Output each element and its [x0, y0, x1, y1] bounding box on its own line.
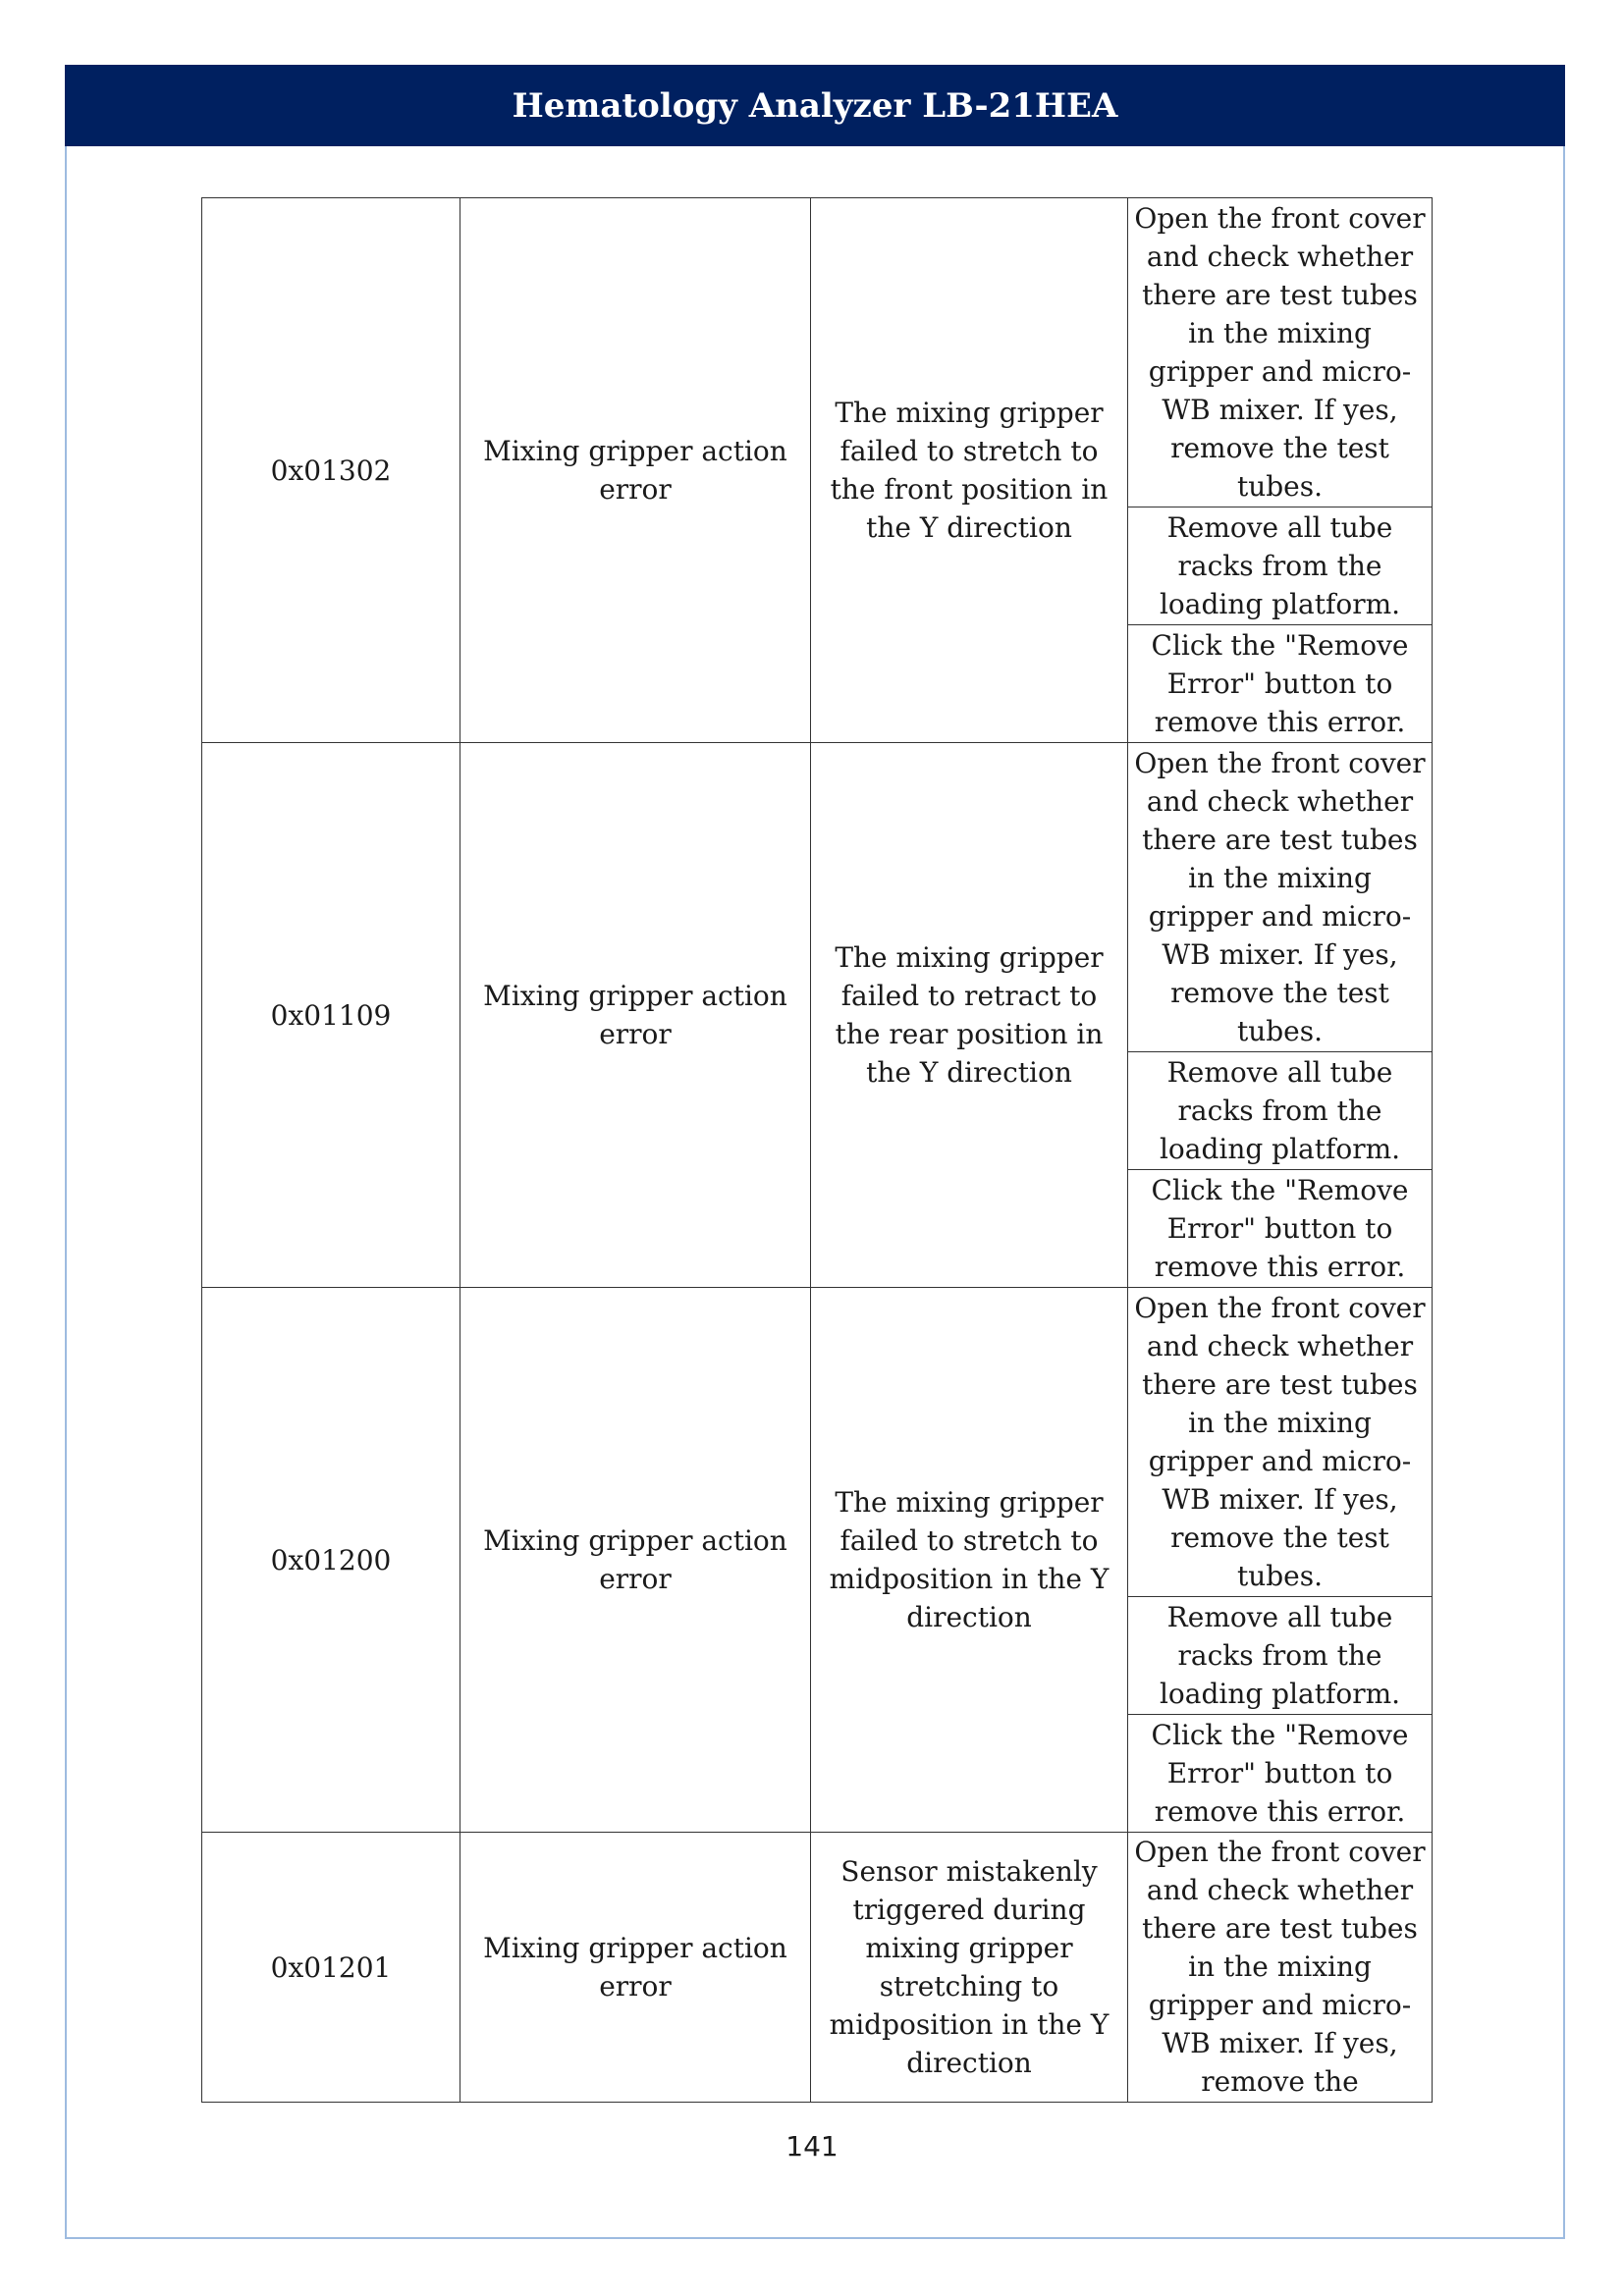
table-row	[202, 1288, 1433, 1597]
table-row	[202, 743, 1433, 1052]
table-row	[202, 1833, 1433, 2103]
action-step: Click the "Remove Error" button to remove this error.	[1128, 625, 1433, 743]
page-number: 141	[785, 2130, 839, 2163]
error-code: 0x01302	[202, 198, 460, 743]
action-step: Click the "Remove Error" button to remove this error.	[1128, 1715, 1433, 1833]
error-name: Mixing gripper action error	[460, 743, 811, 1288]
error-code: 0x01201	[202, 1833, 460, 2103]
action-step: Click the "Remove Error" button to remove this error.	[1128, 1170, 1433, 1288]
action-step: Open the front cover and check whether there are test tubes in the mixing gripper and micro-WB mixer. If yes, remove the test tubes.	[1128, 198, 1433, 507]
table-row	[202, 198, 1433, 507]
error-cause: Sensor mistakenly triggered during mixing gripper stretching to midposition in the Y direction	[811, 1833, 1128, 2103]
error-code: 0x01109	[202, 743, 460, 1288]
document-header	[65, 65, 1565, 146]
action-step: Remove all tube racks from the loading platform.	[1128, 1052, 1433, 1170]
action-step: Remove all tube racks from the loading platform.	[1128, 507, 1433, 625]
error-code: 0x01200	[202, 1288, 460, 1833]
document-title: Hematology Analyzer LB-21HEA	[512, 85, 1118, 126]
error-name: Mixing gripper action error	[460, 1833, 811, 2103]
action-step: Open the front cover and check whether there are test tubes in the mixing gripper and micro-WB mixer. If yes, remove the test tubes.	[1128, 1288, 1433, 1597]
action-step: Remove all tube racks from the loading platform.	[1128, 1597, 1433, 1715]
error-cause: The mixing gripper failed to retract to the rear position in the Y direction	[811, 743, 1128, 1288]
error-name: Mixing gripper action error	[460, 198, 811, 743]
action-step: Open the front cover and check whether there are test tubes in the mixing gripper and micro-WB mixer. If yes, remove the test tubes.	[1128, 743, 1433, 1052]
error-code-table	[201, 197, 1433, 2103]
error-cause: The mixing gripper failed to stretch to midposition in the Y direction	[811, 1288, 1128, 1833]
error-cause: The mixing gripper failed to stretch to the front position in the Y direction	[811, 198, 1128, 743]
error-name: Mixing gripper action error	[460, 1288, 811, 1833]
action-step: Open the front cover and check whether there are test tubes in the mixing gripper and micro-WB mixer. If yes, remove the	[1128, 1833, 1433, 2103]
